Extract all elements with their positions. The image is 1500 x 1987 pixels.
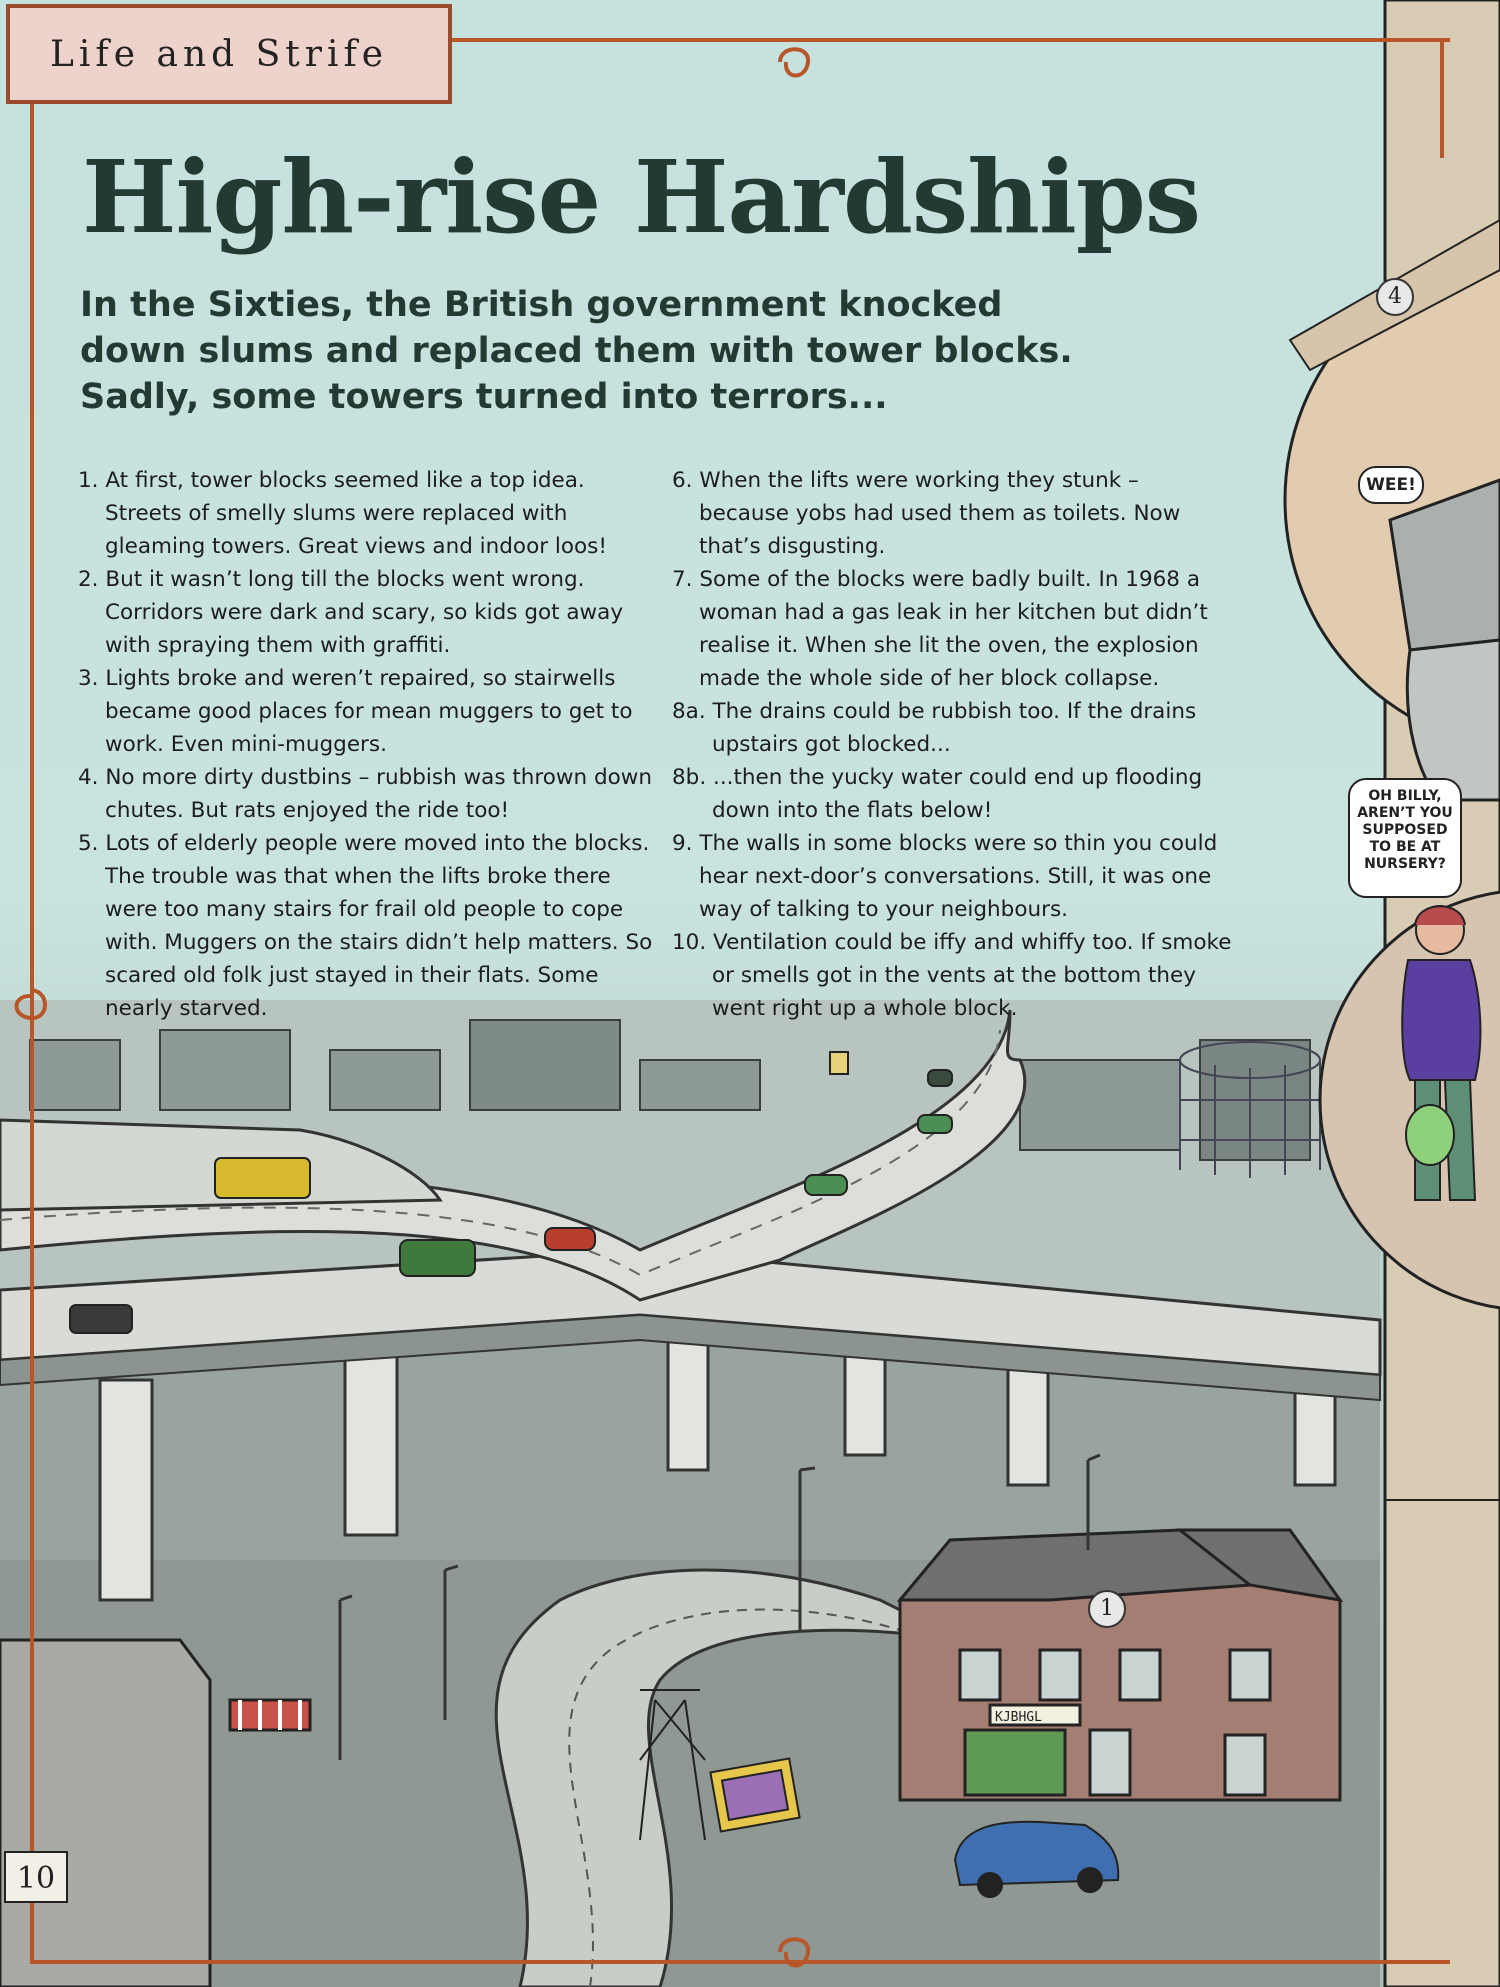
terraced-houses [900,1530,1340,1800]
fact-item: 9. The walls in some blocks were so thin you could hear next-door’s conversations. Still, it was one way of talking to your neighbours. [672,831,1218,922]
billboard [710,1759,799,1832]
fact-item: 8b. ...then the yucky water could end up flooding down into the flats below! [672,765,1203,823]
fact-item: 1. At first, tower blocks seemed like a top idea. Streets of smelly slums were replaced with gleaming towers. Great views and indoor loos! [78,468,608,559]
frame-right [1440,38,1444,158]
speech-bubble-billy: OH BILLY, AREN’T YOU SUPPOSED TO BE AT NURSERY? [1348,778,1462,898]
fact-item: 3. Lights broke and weren’t repaired, so stairwells became good places for mean muggers to get to work. Even mini-muggers. [78,666,633,757]
fact-item: 2. But it wasn’t long till the blocks went wrong. Corridors were dark and scary, so kids got away with spraying them with graffiti. [78,567,624,658]
fact-item: 8a. The drains could be rubbish too. If the drains upstairs got blocked... [672,699,1197,757]
fact-item: 7. Some of the blocks were badly built. In 1968 a woman had a gas leak in her kitchen but didn’t realise it. When she lit the oven, the explosion made the whole side of her block collapse. [672,567,1208,691]
section-label: Life and Strife [50,34,389,75]
frame-swirl-top [780,49,808,75]
frame-bottom [30,1960,1450,1964]
fact-item: 10. Ventilation could be iffy and whiffy too. If smoke or smells got in the vents at the bottom they went right up a whole block. [672,930,1232,1021]
shop-sign: KJBHGL [995,1710,1042,1725]
fact-item: 4. No more dirty dustbins – rubbish was thrown down chutes. But rats enjoyed the ride too! [78,765,652,823]
page-number: 10 [16,1861,56,1896]
marker-four: 4 [1376,278,1414,316]
speech-bubble-wee: WEE! [1358,466,1424,504]
fact-item: 5. Lots of elderly people were moved into the blocks. The trouble was that when the lifts broke there were too many stairs for frail old people to cope with. Muggers on the stairs didn’t help matters. So scared old folk just stayed in their flats. Some nearly starved. [78,831,653,1021]
marker-one: 1 [1088,1590,1126,1628]
fact-item: 6. When the lifts were working they stunk – because yobs had used them as toilets. Now that’s disgusting. [672,468,1181,559]
intro-paragraph: In the Sixties, the British government knocked down slums and replaced them with tower blocks. Sadly, some towers turned into terrors... [80,285,1073,417]
page-number-box [4,1851,68,1903]
section-tag [6,4,452,104]
facts-column-left [78,464,658,1025]
frame-top [450,38,1450,42]
frame-left [30,104,34,1962]
page-title: High-rise Hardships [82,138,1201,256]
facts-column-right [672,464,1232,1025]
